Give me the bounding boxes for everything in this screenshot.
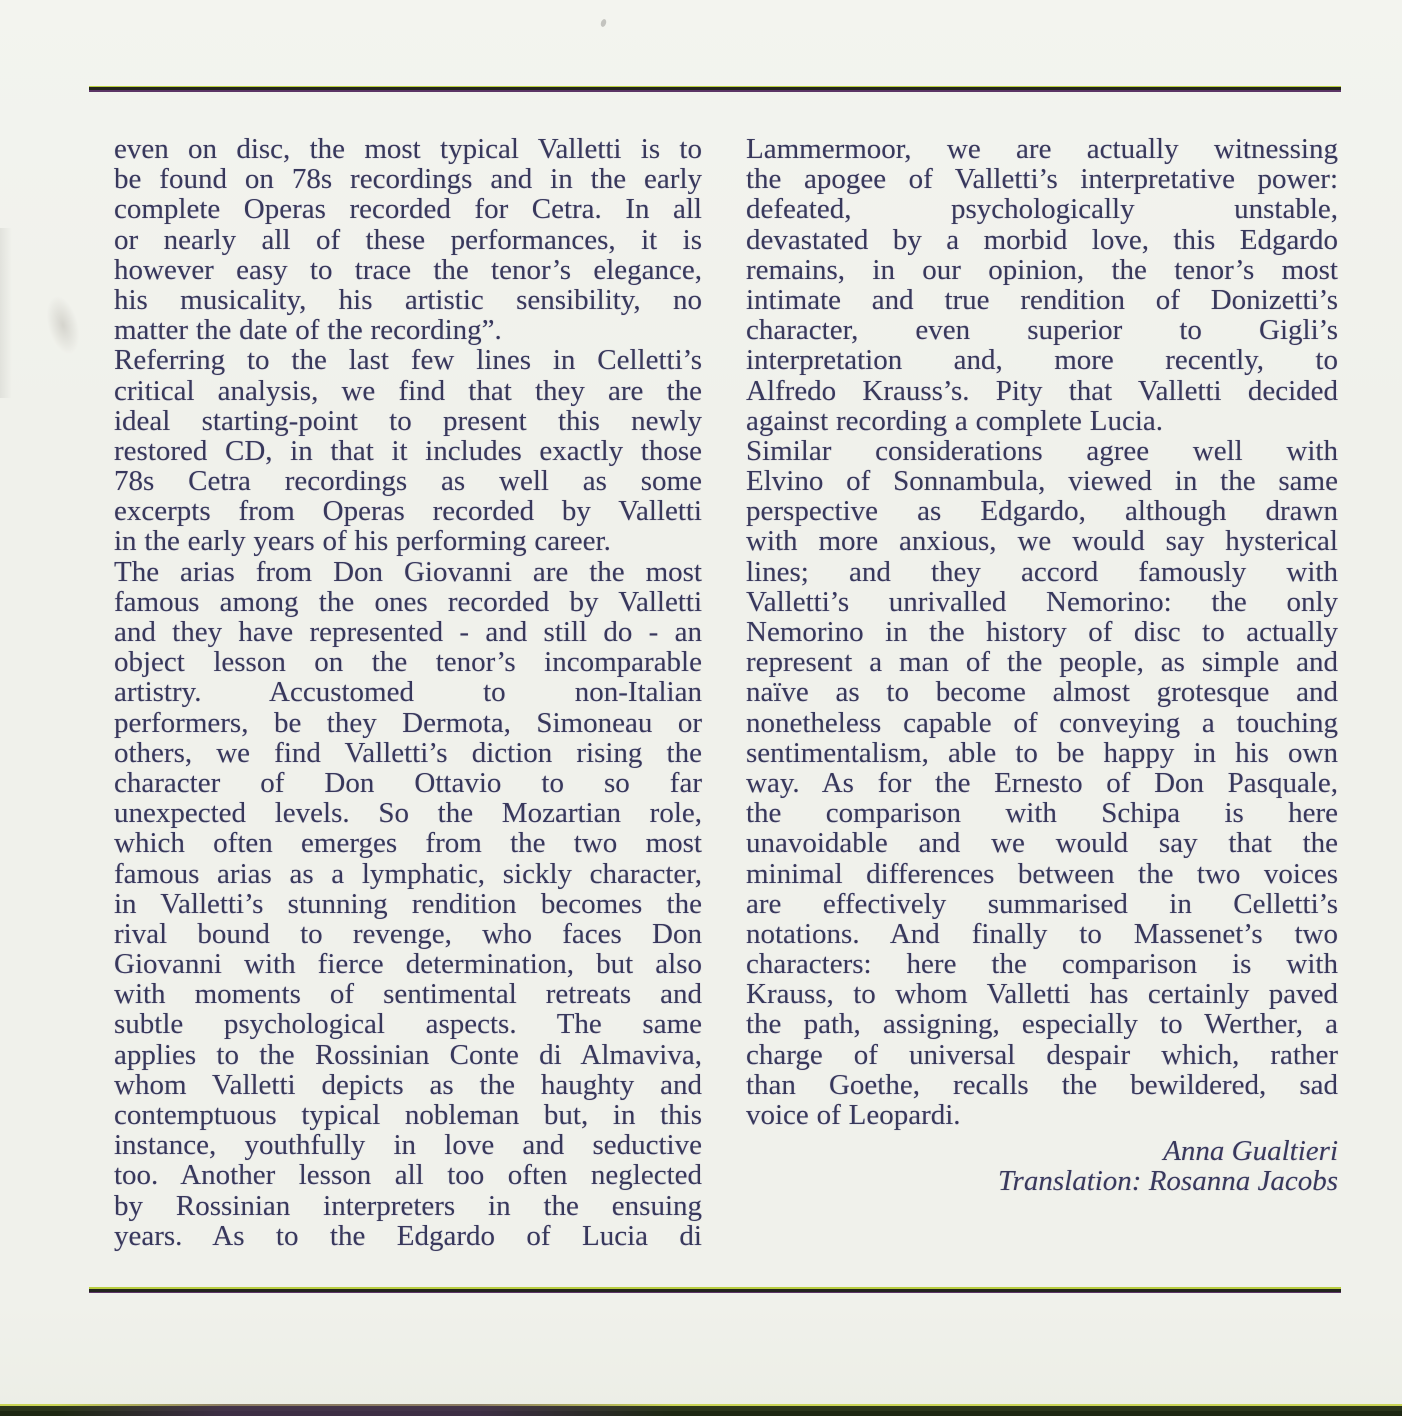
text-line: Referring to the last few lines in Celletti’s [114,344,702,377]
text-line: or nearly all of these performances, it is [114,223,702,256]
text-line: his musicality, his artistic sensibility, no [114,283,702,316]
text-line: remains, in our opinion, the tenor’s most [746,253,1338,286]
scan-smudge-artifact [41,292,86,358]
text-line: artistry. Accustomed to non-Italian [114,676,702,709]
text-line: represent a man of the people, as simple and [746,646,1338,679]
paragraph [114,557,702,1251]
text-line: and they have represented - and still do - an [114,616,702,648]
text-line: unavoidable and we would say that the [746,827,1338,860]
text-line: character, even superior to Gigli’s [746,314,1338,347]
text-line: notations. And finally to Massenet’s two [746,917,1338,950]
text-line: in the early years of his performing career. [114,525,611,558]
text-line: performers, be they Dermota, Simoneau or [114,706,702,739]
text-line: matter the date of the recording”. [114,314,502,347]
text-line: lines; and they accord famously with [746,555,1338,588]
text-line: perspective as Edgardo, although drawn [746,495,1338,528]
text-column-left [114,134,702,1251]
text-line: applies to the Rossinian Conte di Almaviva, [114,1038,702,1071]
text-line: instance, youthfully in love and seductive [114,1129,702,1162]
text-line: by Rossinian interpreters in the ensuing [114,1189,702,1222]
text-line: which often emerges from the two most [114,827,702,860]
text-line: Nemorino in the history of disc to actually [746,616,1338,648]
paragraph [114,134,702,345]
text-line: naïve as to become almost grotesque and [746,676,1338,709]
text-line: Giovanni with fierce determination, but also [114,948,702,981]
text-line: in Valletti’s stunning rendition becomes the [114,887,702,920]
scan-speck-artifact [600,18,607,27]
paragraph [746,436,1338,1130]
text-line: years. As to the Edgardo of Lucia di [114,1219,702,1252]
signature-block [746,1136,1338,1196]
text-column-right [746,134,1338,1197]
text-line: Elvino of Sonnambula, viewed in the same [746,465,1338,498]
text-line: object lesson on the tenor’s incomparable [114,646,702,679]
text-line: famous among the ones recorded by Valletti [114,585,702,618]
text-line: others, we find Valletti’s diction rising the [114,736,702,769]
text-line: Krauss, to whom Valletti has certainly paved [746,978,1338,1011]
text-line: subtle psychological aspects. The same [114,1008,702,1041]
text-line: the path, assigning, especially to Werther, a [746,1008,1338,1041]
text-line: are effectively summarised in Celletti’s [746,887,1338,920]
text-line: character of Don Ottavio to so far [114,766,702,799]
text-line: nonetheless capable of conveying a touching [746,706,1338,739]
text-line: the comparison with Schipa is here [746,797,1338,830]
text-line: Similar considerations agree well with [746,434,1338,467]
text-line: Alfredo Krauss’s. Pity that Valletti decided [746,374,1338,407]
text-line: too. Another lesson all too often neglected [114,1159,702,1192]
top-rule [89,86,1341,92]
text-line: unexpected levels. So the Mozartian role, [114,797,702,830]
signature-author: Anna Gualtieri [1163,1135,1338,1168]
text-line: famous arias as a lymphatic, sickly character, [114,857,702,890]
text-line: with moments of sentimental retreats and [114,978,702,1011]
text-line: devastated by a morbid love, this Edgardo [746,223,1338,256]
text-line: than Goethe, recalls the bewildered, sad [746,1068,1338,1101]
text-line: intimate and true rendition of Donizetti’s [746,283,1338,316]
text-line: Lammermoor, we are actually witnessing [746,133,1338,165]
text-line: however easy to trace the tenor’s elegance, [114,253,702,286]
text-line: Valletti’s unrivalled Nemorino: the only [746,585,1338,618]
text-line: the apogee of Valletti’s interpretative power: [746,163,1338,196]
text-line: whom Valletti depicts as the haughty and [114,1068,702,1101]
bottom-rule [89,1287,1341,1293]
text-line: voice of Leopardi. [746,1099,961,1131]
text-line: excerpts from Operas recorded by Valletti [114,495,702,528]
text-line: complete Operas recorded for Cetra. In all [114,193,702,226]
text-line: against recording a complete Lucia. [746,404,1164,437]
text-line: rival bound to revenge, who faces Don [114,917,702,950]
text-line: ideal starting-point to present this newly [114,404,702,437]
signature-translation: Translation: Rosanna Jacobs [998,1165,1338,1198]
text-line: way. As for the Ernesto of Don Pasquale, [746,766,1338,799]
text-line: interpretation and, more recently, to [746,344,1338,377]
text-line: The arias from Don Giovanni are the most [114,555,702,588]
text-line: be found on 78s recordings and in the early [114,163,702,196]
text-line: restored CD, in that it includes exactly those [114,434,702,467]
text-line: characters: here the comparison is with [746,948,1338,981]
text-line: minimal differences between the two voices [746,857,1338,890]
paragraph [114,345,702,556]
text-line: critical analysis, we find that they are the [114,374,702,407]
text-line: contemptuous typical nobleman but, in this [114,1099,702,1131]
text-line: with more anxious, we would say hysterical [746,525,1338,558]
paragraph [746,134,1338,436]
text-line: even on disc, the most typical Valletti is to [114,133,702,165]
text-line: charge of universal despair which, rather [746,1038,1338,1071]
scan-crease-artifact [0,228,12,398]
text-line: 78s Cetra recordings as well as some [114,465,702,498]
scan-edge [0,1404,1402,1416]
text-line: defeated, psychologically unstable, [746,193,1338,226]
text-line: sentimentalism, able to be happy in his own [746,736,1338,769]
